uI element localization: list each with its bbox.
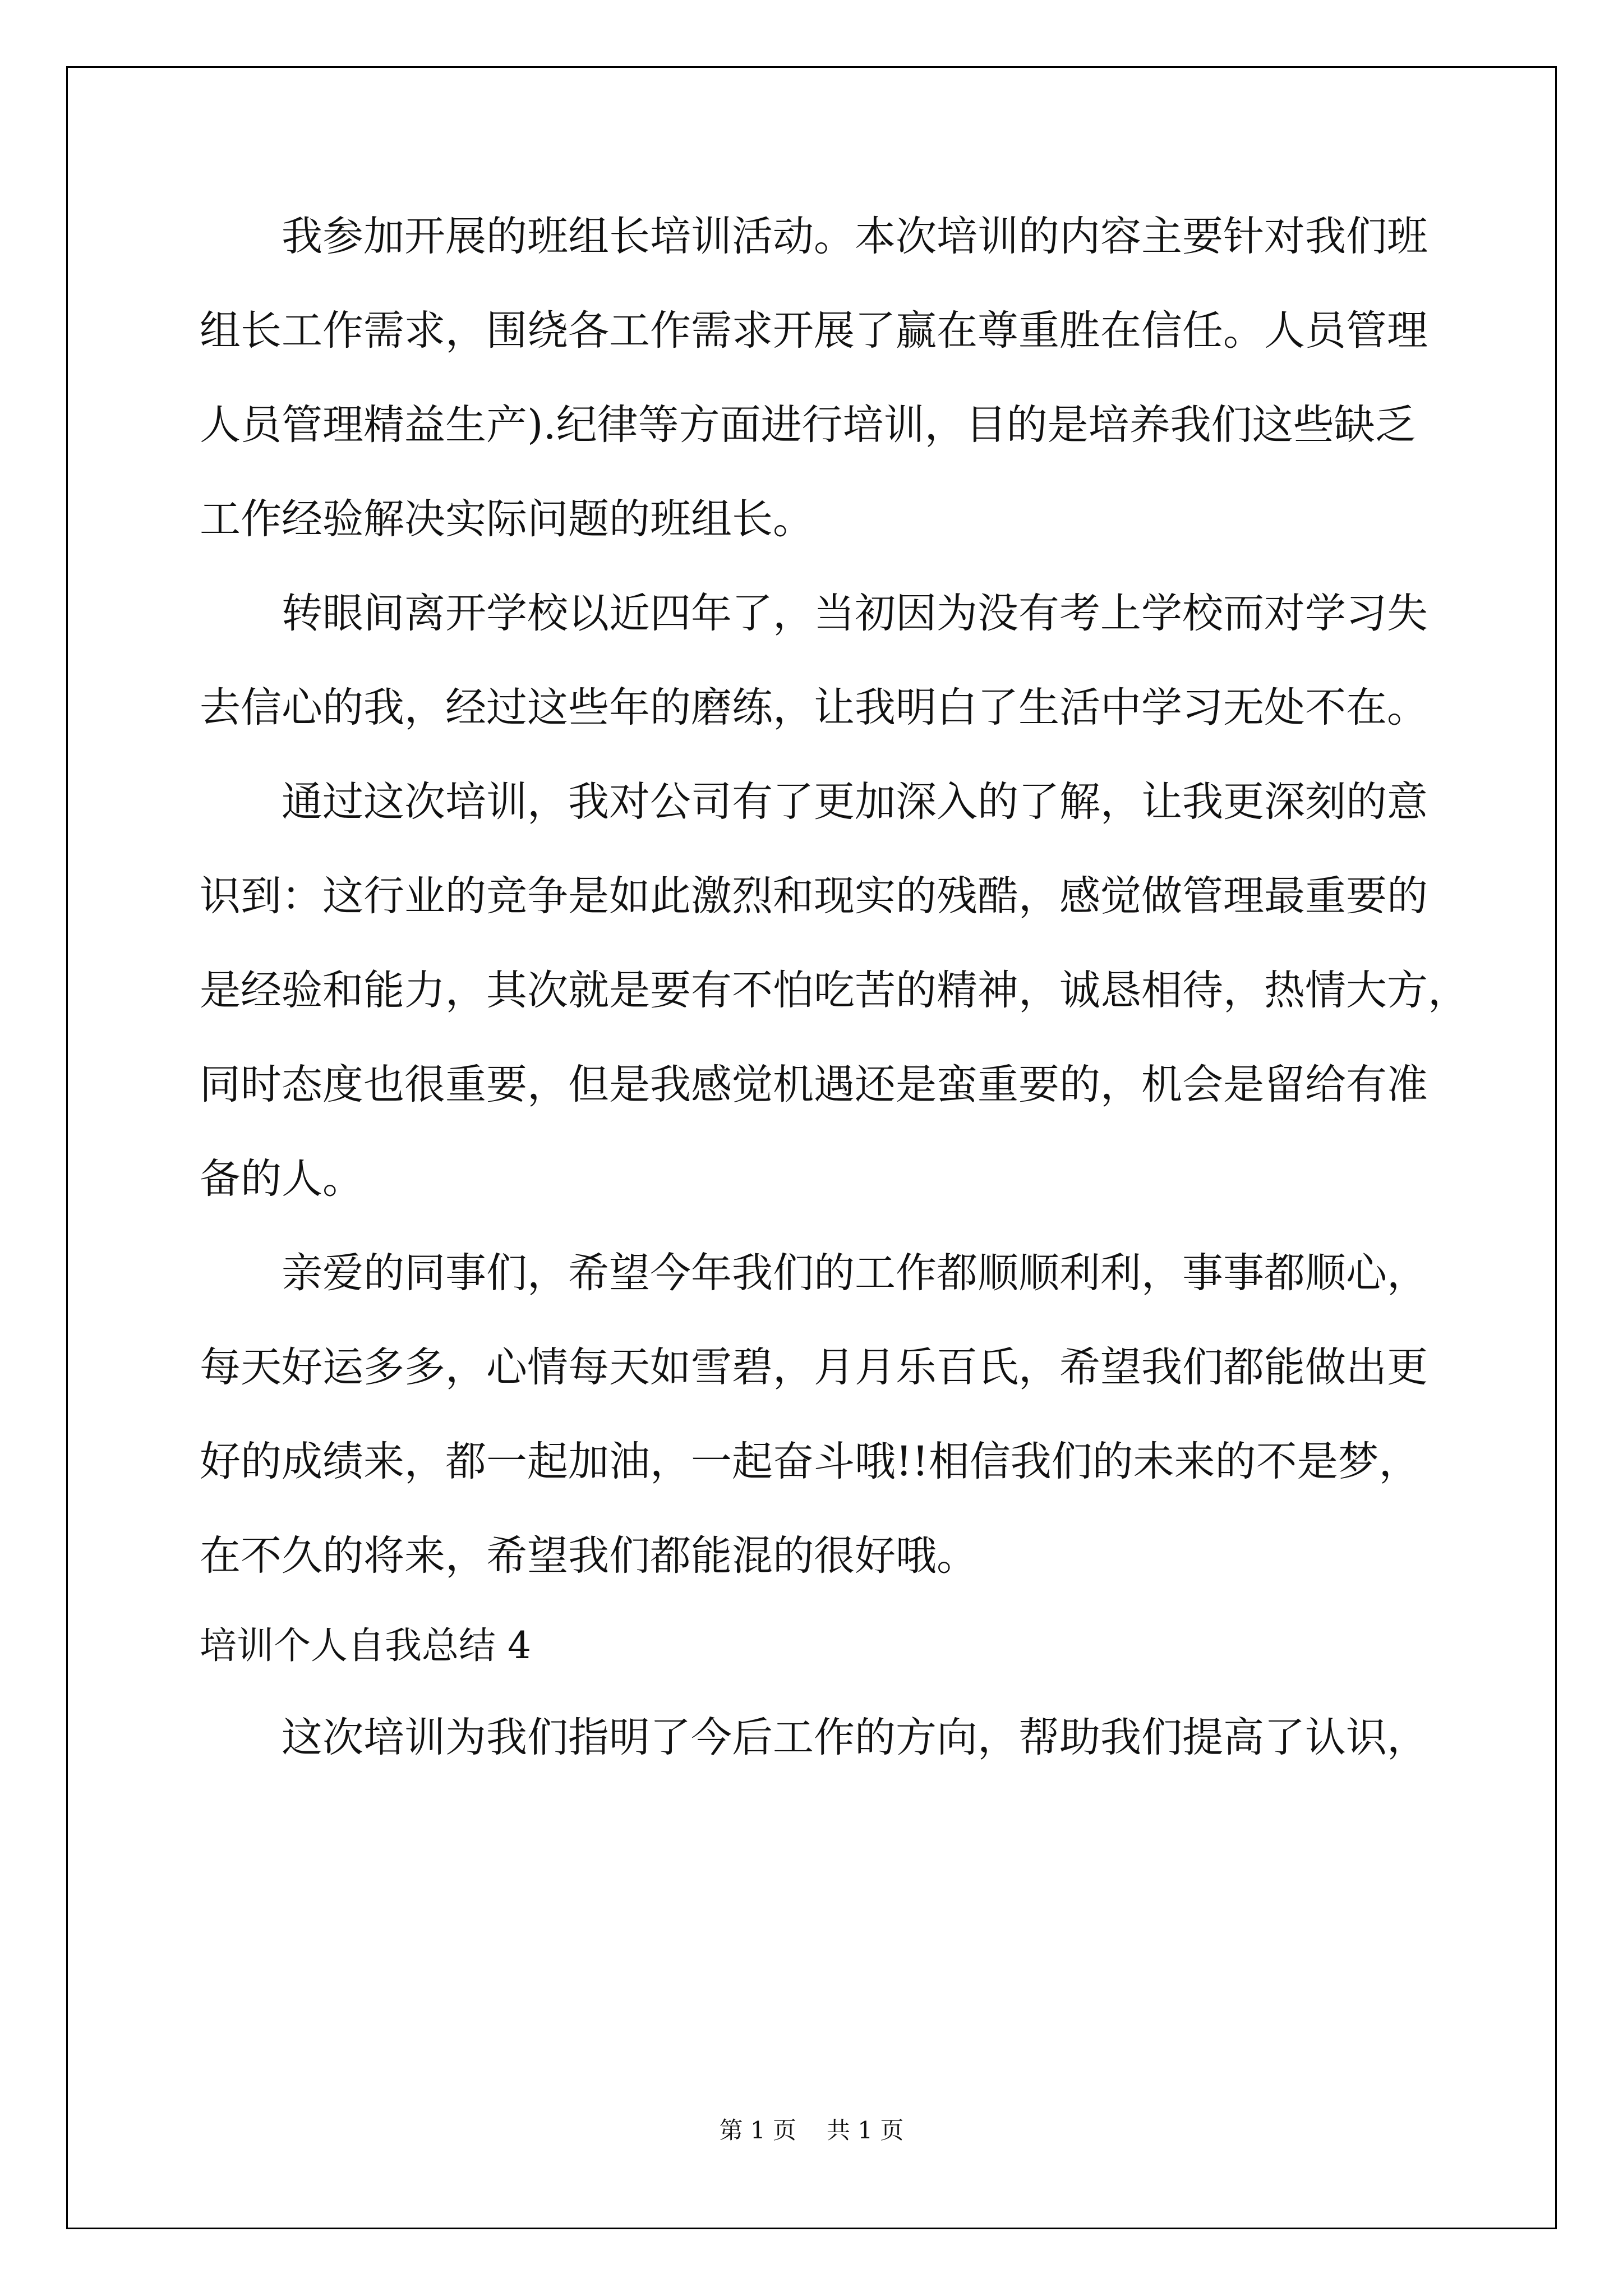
page-border [66, 66, 1557, 2229]
page-total: 共 1 页 [827, 2116, 904, 2144]
page-number: 第 1 页 [719, 2116, 796, 2144]
paragraph-line: 转眼间离开学校以近四年了，当初因为没有考上学校而对学习失 [282, 590, 1428, 637]
paragraph-line: 人员管理精益生产).纪律等方面进行培训，目的是培养我们这些缺乏 [200, 401, 1416, 449]
paragraph-line: 通过这次培训，我对公司有了更加深入的了解，让我更深刻的意 [282, 778, 1428, 826]
paragraph-line: 这次培训为我们指明了今后工作的方向，帮助我们提高了认识， [282, 1714, 1428, 1761]
paragraph-line: 每天好运多多，心情每天如雪碧，月月乐百氏，希望我们都能做出更 [200, 1343, 1428, 1391]
page-footer [0, 2114, 1623, 2147]
paragraph-line: 识到：这行业的竞争是如此激烈和现实的残酷，感觉做管理最重要的 [200, 872, 1428, 920]
section-heading: 培训个人自我总结 4 [200, 1624, 531, 1667]
paragraph-line: 好的成绩来，都一起加油，一起奋斗哦!!相信我们的未来的不是梦， [200, 1438, 1420, 1485]
paragraph-line: 同时态度也很重要，但是我感觉机遇还是蛮重要的，机会是留给有准 [200, 1061, 1428, 1108]
paragraph-line: 亲爱的同事们，希望今年我们的工作都顺顺利利，事事都顺心， [282, 1249, 1428, 1297]
paragraph-line: 我参加开展的班组长培训活动。本次培训的内容主要针对我们班 [282, 213, 1428, 260]
paragraph-line: 去信心的我，经过这些年的磨练，让我明白了生活中学习无处不在。 [200, 684, 1428, 731]
paragraph-line: 备的人。 [200, 1155, 363, 1203]
paragraph-line: 在不久的将来，希望我们都能混的很好哦。 [200, 1532, 978, 1580]
paragraph-line: 组长工作需求，围绕各工作需求开展了赢在尊重胜在信任。人员管理 [200, 307, 1428, 355]
paragraph-line: 工作经验解决实际问题的班组长。 [200, 495, 814, 543]
paragraph-line: 是经验和能力，其次就是要有不怕吃苦的精神，诚恳相待，热情大方， [200, 967, 1469, 1014]
